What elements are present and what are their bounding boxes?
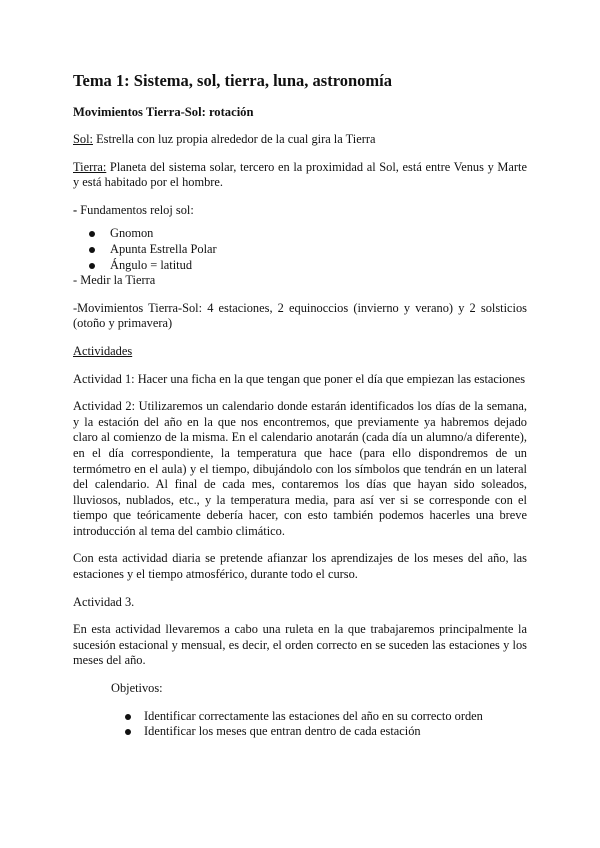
actividad-diaria: Con esta actividad diaria se pretende afianzar los aprendizajes de los meses del año, las estaciones y el tiempo atmosférico, durante todo el curso. [73,551,527,582]
objetivos-label: Objetivos: [111,681,163,696]
actividad-2: Actividad 2: Utilizaremos un calendario donde estarán identificados los días de la semana, y la estación del año en la que nos encontremos, que previamente ya habremos dejado claro al comienzo de la misma. En el calendario anotarán (cada día un alumno/a diferente), en el día correspondiente, la temperatura que hace (para ello dispondremos de un termómetro en el aula) y el tiempo, dibujándolo con los símbolos que tendrán en un lateral del calendario. Al final de cada mes, contaremos los días que hayan sido soleados, lluviosos, nublados, etc., y la temperatura media, para así ver si se corresponde con el tiempo que teóricamente debería hacer, con esto también podemos hacerles una breve introducción al tema del cambio climático. [73,399,527,538]
tierra-text: Planeta del sistema solar, tercero en la proximidad al Sol, está entre Venus y Marte y está habitado por el hombre. [73,159,527,190]
fundamentos-list [73,226,527,273]
list-item: Identificar correctamente las estaciones del año en su correcto orden [144,709,527,725]
sol-definition [73,132,527,148]
actividad-3-heading: Actividad 3. [73,594,135,609]
document-title: Tema 1: Sistema, sol, tierra, luna, astronomía [73,71,392,90]
sol-text: Estrella con luz propia alrededor de la cual gira la Tierra [92,132,376,146]
actividad-3: En esta actividad llevaremos a cabo una ruleta en la que trabajaremos principalmente la sucesión estacional y mensual, es decir, el orden correcto en se suceden las estaciones y los meses del año. [73,622,527,668]
medir-tierra: - Medir la Tierra [73,273,156,288]
objetivos-list [73,709,527,740]
movimientos-text: -Movimientos Tierra-Sol: 4 estaciones, 2 equinoccios (invierno y verano) y 2 solsticios (otoño y primavera) [73,300,527,331]
list-item: Identificar los meses que entran dentro de cada estación [144,724,527,740]
list-item: Gnomon [110,226,527,242]
list-item: Ángulo = latitud [110,258,527,274]
section-subtitle: Movimientos Tierra-Sol: rotación [73,105,254,119]
fundamentos-heading [73,203,527,219]
sol-term: Sol: [73,132,93,146]
tierra-term: Tierra: [73,159,107,174]
actividad-1: Actividad 1: Hacer una ficha en la que tengan que poner el día que empiezan las estaciones [73,371,526,386]
list-item: Apunta Estrella Polar [110,242,527,258]
fundamentos-dash: - [73,202,81,217]
tierra-definition [73,160,527,191]
fundamentos-label: Fundamentos reloj sol: [80,202,194,217]
actividades-heading: Actividades [73,343,133,358]
